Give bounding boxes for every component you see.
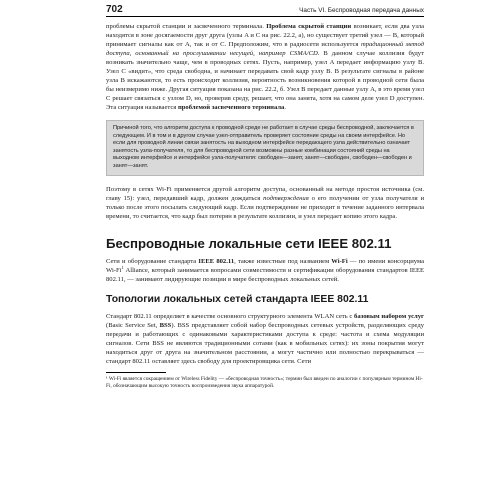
running-head: Часть VI. Беспроводная передача данных	[299, 7, 424, 14]
page-number: 702	[106, 4, 123, 15]
page-header	[106, 2, 424, 17]
term-exposed-terminal: проблемой засвеченного терминала	[177, 104, 285, 111]
section-title: Беспроводные локальные сети IEEE 802.11	[106, 235, 392, 251]
page-content	[106, 22, 424, 390]
footnote: ¹ Wi-Fi является сокращением от Wireless Fidelity — «беспроводная точность»; термин был введен по аналогии с популярным термином Hi-Fi, обозначающим высокую точность воспроизведения звука аппаратурой.	[106, 375, 423, 389]
paragraph-bss: Стандарт 802.11 определяет в качестве основного структурного элемента WLAN сеть с базовым набором услуг (Basic Service Set, BSS). BSS представляет собой набор беспроводных сетевых устройств, разделяющих среду передачи и работающих с одинаковыми характеристиками доступа к среде: частота и схема модуляции сигналов. Сети BSS не являются традиционными сотами (как в мобильных сетях): их зоны покрытия могут находиться друг от друга на значительном расстоянии, а могут частично или полностью перекрываться — стандарт 802.11 оставляет здесь свободу для проектировщика сети. Сети	[106, 312, 424, 365]
subsection-title: Топологии локальных сетей стандарта IEEE 802.11	[106, 293, 369, 305]
term-acknowledgment: подтверждения	[263, 194, 309, 202]
paragraph-wifi-ack: Поэтому в сетях Wi-Fi применяется другой алгоритм доступа, основанный на методе простоя источника (см. главу 15): узел, передавший кадр, должен дождаться подтверждения о его получении от узла получателя и только после этого посылать следующий кадр. Если подтверждение не приходит в течение заданного интервала времени, то считается, что кадр был потерян в результате коллизии, и узел передает копию этого кадра.	[106, 185, 424, 220]
footnote-divider	[106, 372, 166, 373]
paragraph-hidden-station: проблемы скрытой станции и засвеченного терминала. Проблема скрытой станции возникает, если два узла находятся в зоне досягаемости друг друга (узлы A и C на рис. 22.2, а), но существует третий узел — B, который принимает сигналы как от A, так и от C. Предположим, что в радиосети используется традиционный метод доступа, основанный на прослушивании несущей, например CSMA/CD. В данном случае коллизия будут возникать значительно чаще, чем в проводных сетях. Пусть, например, узел A передает информацию узлу B. Узел C «видит», что среда свободна, и начинает передавать свой кадр узлу B. В результате сигналы в районе узла B искажаются, то есть происходит коллизия, вероятность возникновения которой в проводной сети была бы неизмеримо ниже. Другая ситуация показана на рис. 22.2, б. Узел B передает данные узлу A, в это время узел C решает связаться с узлом D, но, проверив среду, решает, что она занята, хотя на самом деле узел D доступен. Эта ситуация называется проблемой засвеченного терминала.	[106, 23, 425, 111]
footnote-ref[interactable]: 1	[121, 264, 124, 270]
note-box	[106, 120, 424, 176]
term-hidden-station: Проблема скрытой станции	[266, 23, 352, 30]
paragraph-ieee-80211: Сети и оборудование стандарта IEEE 802.11, также известные под названием Wi-Fi — по имени консорциума Wi-Fi$^1$ Alliance, который занимается вопросами совместимости и сертификации оборудования стандартов IEEE 802.11, — занимают лидирующие позиции в мире беспроводных локальных сетей.	[106, 257, 425, 283]
term-csma: традиционный метод доступа, основанный на прослушивании несущей, например CSMA/CD.	[106, 41, 424, 57]
note-text: Причиной того, что алгоритм доступа к проводной среде не работает в случае среды беспроводной, заключается в следующем. И в том и в другом случае узел-отправитель проверяет состояние среды на своем интерфейсе. Но если для проводной линии связи занятость на выходном интерфейсе передающего узла действительно означает занятость узла-получателя, то для беспроводной сети возможны разные комбинации состояний среды на выходном интерфейсе и интерфейсе узла-получателя: свободен—занят, занят—свободен, свободен—свободен и занят—занят.	[113, 125, 414, 169]
